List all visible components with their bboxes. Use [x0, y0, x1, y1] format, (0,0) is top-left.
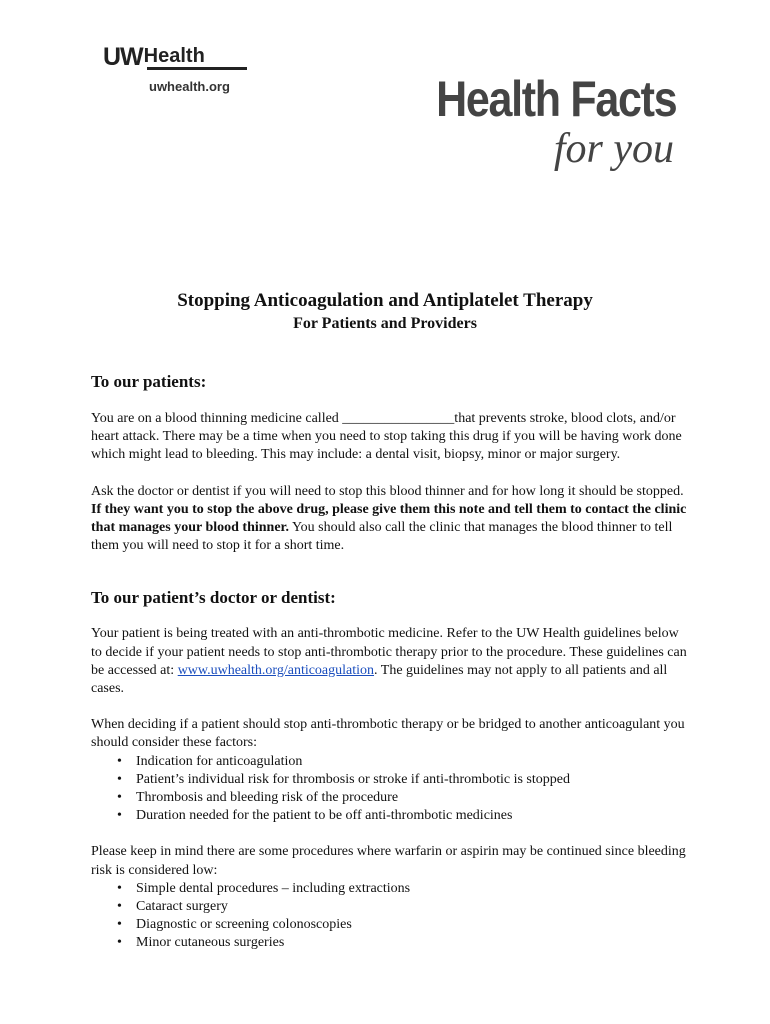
health-facts-brand [397, 71, 676, 172]
providers-paragraph-3: Please keep in mind there are some procedures where warfarin or aspirin may be continued since bleeding risk is considered low: [91, 844, 686, 878]
providers-p1-start: Your patient is being treated with an anti-thrombotic medicine. Refer to the UW Health guidelines below to decide if your patient needs to stop anti-thrombotic therapy prior to the procedure. These guidelines can be accessed at: [91, 626, 687, 678]
list-item: • Diagnostic or screening colonoscopies [136, 916, 691, 934]
brand-subtitle: for you [553, 126, 674, 172]
logo-uw-text: UW [103, 43, 143, 71]
list-item: • Indication for anticoagulation [136, 753, 691, 771]
factors-list [91, 753, 691, 826]
logo-mark [103, 40, 253, 70]
patients-paragraph-2 [91, 483, 691, 556]
patients-heading: To our patients: [91, 372, 207, 391]
patients-p2-end: You should also call the clinic that manages the blood thinner to tell them you will need to stop it for a short time. [91, 520, 673, 554]
brand-title: Health Facts [435, 71, 676, 127]
patients-p2-bold: If they want you to stop the above drug, please give them this note and tell them to contact the clinic that manages your blood thinner. [91, 501, 687, 536]
providers-paragraph-2: When deciding if a patient should stop anti-thrombotic therapy or be bridged to another anticoagulant you should consider these factors: [91, 717, 685, 751]
providers-paragraph-1 [91, 625, 691, 698]
low-risk-list [91, 880, 691, 953]
document-title: Stopping Anticoagulation and Antiplatelet Therapy [177, 290, 593, 311]
patients-p2-start: Ask the doctor or dentist if you will need to stop this blood thinner and for how long it should be stopped. [91, 483, 684, 499]
providers-p1-end: . The guidelines may not apply to all patients and all cases. [91, 662, 668, 697]
patients-paragraph-1: You are on a blood thinning medicine called ________________that prevents stroke, blood clots, and/or heart attack. There may be a time when you need to stop taking this drug if you will be having work done which might lead to bleeding. This may include: a dental visit, biopsy, minor or major surgery. [91, 411, 682, 463]
logo-health-text: Health [143, 45, 205, 67]
document-body [91, 372, 691, 953]
logo-url: uwhealth.org [149, 79, 230, 94]
list-item: • Cataract surgery [136, 898, 691, 916]
list-item: • Duration needed for the patient to be off anti-thrombotic medicines [136, 807, 691, 825]
list-item: • Simple dental procedures – including extractions [136, 880, 691, 898]
list-item: • Patient’s individual risk for thrombosis or stroke if anti-thrombotic is stopped [136, 771, 691, 789]
list-item: • Minor cutaneous surgeries [136, 934, 691, 952]
list-item: • Thrombosis and bleeding risk of the procedure [136, 789, 691, 807]
providers-heading: To our patient’s doctor or dentist: [91, 588, 336, 608]
uw-health-logo [103, 40, 253, 94]
document-subtitle: For Patients and Providers [293, 315, 477, 332]
logo-rule [147, 67, 247, 70]
guidelines-link[interactable]: www.uwhealth.org/anticoagulation [177, 662, 375, 678]
